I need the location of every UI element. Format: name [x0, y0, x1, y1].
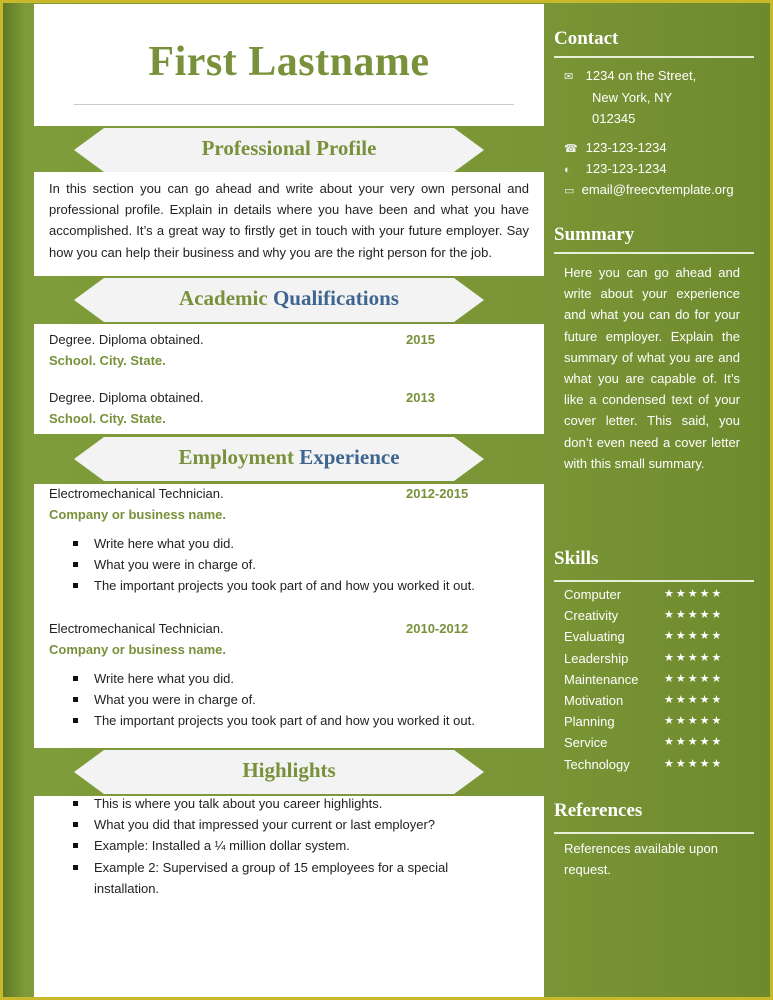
academic-block — [34, 324, 544, 434]
phone-line — [564, 140, 667, 155]
list-item: Example 2: Supervised a group of 15 employees for a special installation. — [71, 857, 491, 899]
profile-block — [34, 172, 544, 276]
summary-heading: Summary — [554, 224, 635, 245]
computer-icon: ▭ — [564, 185, 575, 197]
list-item: The important projects you took part of and how you worked it out. — [71, 575, 531, 596]
school-text: School. City. State. — [49, 411, 166, 426]
employment-heading-word-2: Experience — [299, 445, 400, 469]
references-text: References available upon request. — [564, 841, 718, 878]
list-item: Write here what you did. — [71, 668, 531, 689]
company-name: Company or business name. — [49, 507, 226, 522]
address-line — [564, 68, 696, 83]
contact-heading: Contact — [554, 28, 619, 49]
degree-year: 2015 — [406, 332, 435, 347]
profile-ribbon — [34, 126, 544, 174]
skill-name: Motivation — [564, 693, 624, 708]
highlights-list — [71, 793, 491, 899]
skill-rating-stars: ★★★★★ — [664, 588, 724, 600]
skill-name: Leadership — [564, 650, 629, 666]
skill-name: Technology — [564, 756, 630, 772]
academic-heading-word-1: Academic — [179, 286, 268, 310]
skill-rating-stars: ★★★★★ — [664, 694, 724, 706]
academic-heading — [34, 286, 544, 311]
skill-name: Creativity — [564, 608, 619, 624]
address-icon: ✉ — [564, 71, 574, 83]
candidate-name: First Lastname — [148, 39, 430, 85]
address-line-2: New York, NY — [592, 90, 673, 105]
degree-text: Degree. Diploma obtained. — [49, 332, 204, 347]
skill-rating-stars: ★★★★★ — [664, 651, 724, 664]
email-line — [564, 182, 734, 197]
sidebar — [552, 0, 762, 1000]
highlights-ribbon — [34, 748, 544, 796]
skill-rating-stars: ★★★★★ — [664, 672, 724, 685]
skill-rating-stars: ★★★★★ — [664, 630, 724, 643]
contact-divider — [554, 56, 754, 58]
job-duties-list — [71, 533, 531, 597]
mobile-text: 123-123-1234 — [585, 161, 667, 176]
skills-divider — [554, 580, 754, 582]
header-block — [34, 4, 544, 126]
job-title: Electromechanical Technician. — [49, 486, 224, 501]
degree-text: Degree. Diploma obtained. — [49, 390, 204, 405]
skill-name: Planning — [564, 714, 615, 730]
profile-heading: Professional Profile — [201, 136, 377, 160]
list-item: Example: Installed a ¼ million dollar system. — [71, 835, 491, 856]
skill-name: Service — [564, 735, 608, 751]
skill-name: Maintenance — [564, 671, 639, 687]
company-name: Company or business name. — [49, 642, 226, 657]
list-item: What you were in charge of. — [71, 689, 531, 710]
skill-name: Computer — [564, 587, 622, 602]
highlights-heading: Highlights — [242, 758, 336, 782]
address-line-3: 012345 — [592, 111, 636, 126]
list-item: What you were in charge of. — [71, 554, 531, 575]
job-duties-list — [71, 668, 531, 732]
list-item: Write here what you did. — [71, 533, 531, 554]
mobile-icon: ◐ — [564, 164, 571, 176]
job-years: 2010-2012 — [406, 621, 469, 636]
employment-ribbon — [34, 435, 544, 483]
employment-heading-word-1: Employment — [178, 445, 294, 469]
academic-heading-word-2: Qualifications — [272, 286, 399, 310]
email-text[interactable]: email@freecvtemplate.org — [581, 182, 734, 197]
employment-block — [34, 484, 544, 748]
phone-icon: ☎ — [564, 143, 578, 155]
skill-rating-stars: ★★★★★ — [664, 715, 724, 728]
address-line-1: 1234 on the Street, — [585, 68, 697, 83]
skills-heading: Skills — [554, 548, 599, 569]
profile-text: In this section you can go ahead and write about your very own personal and professional profile. Explain in details where you have been and what you have accomplished. It’s a great way to firstly get in touch with your future employer. Say how you can help their business and why you are the right person for the job. — [49, 181, 529, 260]
summary-text: Here you can go ahead and write about your experience and what you can do for your future employer. Explain the summary of what you are and what you are capable of. It’s like a condensed text of your cover letter. This said, you don’t even need a cover letter with this small summary. — [564, 265, 740, 471]
skill-rating-stars: ★★★★★ — [664, 757, 724, 770]
skill-rating-stars: ★★★★★ — [664, 609, 724, 622]
list-item: What you did that impressed your current or last employer? — [71, 814, 491, 835]
references-divider — [554, 832, 754, 834]
job-years: 2012-2015 — [406, 486, 469, 501]
job-title: Electromechanical Technician. — [49, 621, 224, 636]
school-text: School. City. State. — [49, 353, 166, 368]
summary-divider — [554, 252, 754, 254]
list-item: This is where you talk about you career highlights. — [71, 793, 491, 814]
name-divider — [74, 104, 514, 105]
highlights-block — [34, 796, 544, 997]
skill-name: Evaluating — [564, 629, 625, 645]
references-heading: References — [554, 800, 643, 821]
main-column — [34, 4, 544, 997]
phone-text: 123-123-1234 — [585, 140, 667, 155]
list-item: The important projects you took part of and how you worked it out. — [71, 710, 531, 731]
mobile-line — [564, 161, 667, 176]
academic-ribbon — [34, 276, 544, 324]
skill-rating-stars: ★★★★★ — [664, 736, 724, 749]
employment-heading — [34, 445, 544, 470]
degree-year: 2013 — [406, 390, 435, 405]
